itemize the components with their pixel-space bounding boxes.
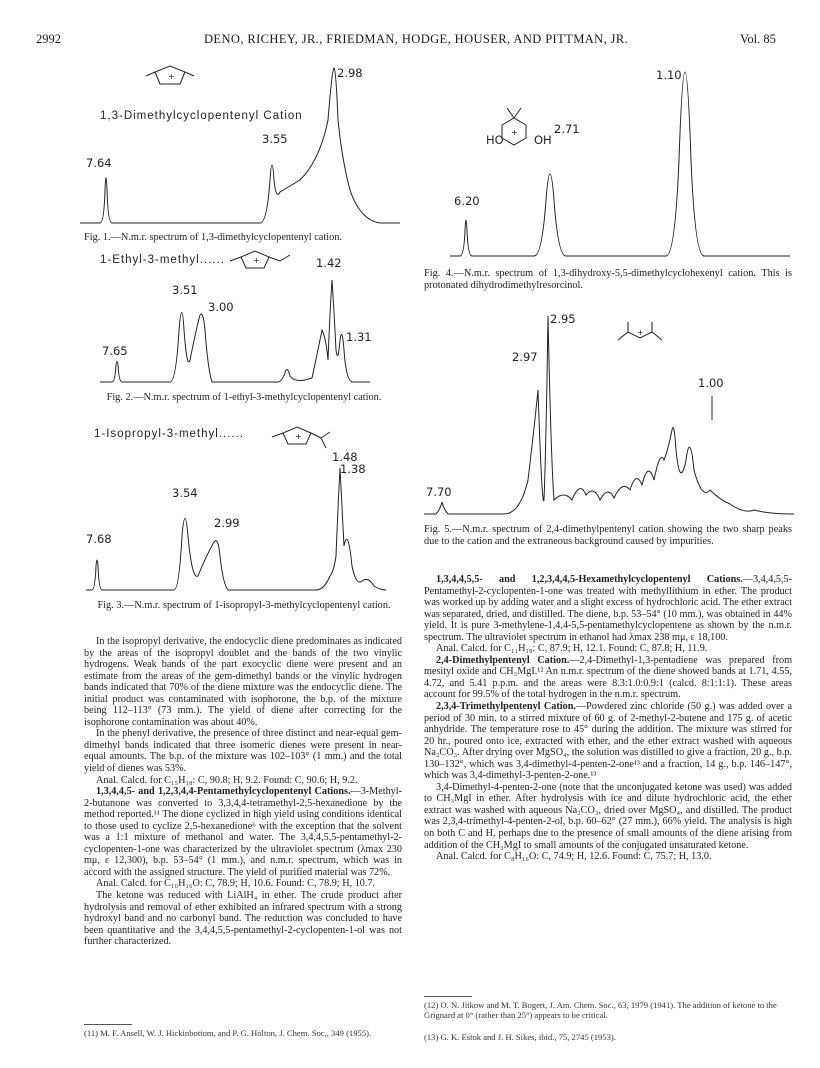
fig3-spectrum xyxy=(86,456,386,596)
fig5-peak-100: 1.00 xyxy=(698,376,724,390)
footnote-11: (11) M. F. Ansell, W. J. Hickinbottom, and P. G. Holton, J. Chem. Soc., 349 (1955). xyxy=(84,1028,372,1038)
svg-text:+: + xyxy=(295,432,302,441)
dimethylpentenyl-body: —2,4-Dimethyl-1,3-pentadiene was prepared from mesityl oxide and CH₃MgI.¹² An n.m.r. spectrum of the diene showed bands at 1.71, 4.55, 4.72, and 5.41 p.p.m. and the areas were 8.3:1.0:0.9:1 (calcd. 8:1:1:1). These areas account for 99.5% of the total hydrogen in the n.m.r. spectrum. xyxy=(424,654,792,701)
hexamethyl-body: —3,4,4,5,5-Pentamethyl-2-cyclopenten-1-one was treated with methyllithium in ether. The product was worked up by adding water and a slight excess of hydrochloric acid. The ether extract was separated, dried, and distilled. The diene, b.p. 53–54° (10 mm.), was obtained in 44% yield. It is pure 3-methylene-1,4,4-5,5-pentamethylcyclopentene as shown by the n.m.r. spectrum. The ultraviolet spectrum in ethanol had λmax 238 mμ, ε 18,100. xyxy=(424,574,792,643)
fig2-caption: Fig. 2.—N.m.r. spectrum of 1-ethyl-3-methylcyclopentenyl cation. xyxy=(106,392,382,403)
fig5-spectrum xyxy=(424,310,794,520)
pentamethyl-anal: Anal. Calcd. for C₁₀H₁₆O: C, 78.9; H, 10.6. Found: C, 78.9; H, 10.7. xyxy=(96,878,376,890)
fig5-peak-295: 2.95 xyxy=(550,312,576,326)
fig5-peak-770: 7.70 xyxy=(426,485,452,499)
fig2-peak-142: 1.42 xyxy=(316,256,342,270)
fig3-structure xyxy=(268,422,338,454)
fig3-peak-768: 7.68 xyxy=(86,532,112,546)
trimethylpentenyl-heading: 2,3,4-Trimethylpentenyl Cation. xyxy=(436,701,576,713)
fig2-peak-765: 7.65 xyxy=(102,344,128,358)
dimethylpentenyl-heading: 2,4-Dimethylpentenyl Cation. xyxy=(436,654,570,666)
fig1-title: 1,3-Dimethylcyclopentenyl Cation xyxy=(100,110,303,122)
fig5-caption: Fig. 5.—N.m.r. spectrum of 2,4-dimethylpentenyl cation showing the two sharp peaks due to the cation and the extraneous background caused by impurities. xyxy=(424,524,792,548)
hexamethyl-paragraph xyxy=(424,574,792,643)
fig4-spectrum xyxy=(450,60,790,260)
hexamethyl-anal: Anal. Calcd. for C₁₁H₁₈: C, 87.9; H, 12.1. Found: C, 87.8; H, 11.9. xyxy=(436,643,708,655)
svg-text:+: + xyxy=(168,72,175,81)
trimethylpentenyl-paragraph xyxy=(424,701,792,782)
svg-text:+: + xyxy=(253,256,260,265)
right-column-text xyxy=(424,574,792,863)
volume-label: Vol. 85 xyxy=(740,32,776,46)
pentamethyl-paragraph xyxy=(84,786,402,878)
left-column-text xyxy=(84,636,402,948)
fig2-peak-300: 3.00 xyxy=(208,300,234,314)
dimethylpentenyl-paragraph xyxy=(424,655,792,701)
phenyl-paragraph: In the phenyl derivative, the presence of three distinct and near-equal gem-dimethyl bands indicated that three isomeric dienes were present in near-equal amounts. The b.p. of the mixture was 102–103° (1 mm.) and the total yield of dienes was 53%. xyxy=(84,728,402,775)
fig4-peak-271: 2.71 xyxy=(554,122,580,136)
svg-text:+: + xyxy=(637,328,644,337)
fig3-peak-299: 2.99 xyxy=(214,516,240,530)
fig1-caption: Fig. 1.—N.m.r. spectrum of 1,3-dimethylcyclopentenyl cation. xyxy=(84,232,342,243)
right-footnote-rule xyxy=(424,996,472,997)
fig3-caption: Fig. 3.—N.m.r. spectrum of 1-isopropyl-3-methylcyclopentenyl cation. xyxy=(97,600,391,611)
left-footnote-rule xyxy=(84,1024,132,1025)
fig3-peak-354: 3.54 xyxy=(172,486,198,500)
fig2-peak-131: 1.31 xyxy=(346,330,372,344)
fig2-peak-351: 3.51 xyxy=(172,283,198,297)
fig1-peak-355: 3.55 xyxy=(262,132,288,146)
trimethylpentenyl-body: —Powdered zinc chloride (50 g.) was added over a period of 30 min. to a stirred mixture of 60 g. of 2-methyl-2-butene and 175 g. of acetic anhydride. The temperature rose to 45° during the addition. The mixture was stirred for 20 hr., poured onto ice, extracted with ether, and the ether extract washed with aqueous Na₂CO₃. After drying over MgSO₄, the solution was distilled to give a fraction, 20 g., b.p. 130–132°, which was 3,4-dimethyl-4-penten-2-one¹³ and a fraction, 14 g., b.p. 146–147°, which was 3,4-dimethyl-3-penten-2-one.¹³ xyxy=(424,701,792,782)
trimethyl-anal: Anal. Calcd. for C₈H₁₆O: C, 74.9; H, 12.6. Found: C, 75.7; H, 13.0. xyxy=(436,851,712,863)
fig2-title: 1-Ethyl-3-methyl...... xyxy=(100,254,225,266)
running-head-authors: DENO, RICHEY, JR., FRIEDMAN, HODGE, HOUSER, AND PITTMAN, JR. xyxy=(204,32,629,46)
fig1-peak-298: 2.98 xyxy=(337,66,363,80)
fig4-peak-620: 6.20 xyxy=(454,194,480,208)
fig4-caption: Fig. 4.—N.m.r. spectrum of 1,3-dihydroxy-5,5-dimethylcyclohexenyl cation. This is protonated dihydrodimethylresorcinol. xyxy=(424,268,792,292)
fig3-peak-138: 1.38 xyxy=(340,462,366,476)
fig1-spectrum xyxy=(80,60,400,230)
fig4-oh-label: OH xyxy=(534,133,552,147)
ketone-reduction-paragraph: The ketone was reduced with LiAlH₄ in ether. The crude product after hydrolysis and removal of ether exhibited an infrared spectrum with a strong hydroxyl band and no carbonyl band. The reduction was concluded to have been quantitative and the 3,4,4,5,5-pentamethyl-2-cyclopenten-1-ol was not further characterized. xyxy=(84,890,402,948)
isopropyl-paragraph: In the isopropyl derivative, the endocyclic diene predominates as indicated by the areas of the isopropyl doublet and the bands of the two vinylic hydrogens. Weak bands of the part exocyclic diene were present and an estimate from the areas of the gem-dimethyl bands or the vinylic hydrogen bands indicated that 70% of the diene mixture was the endocyclic diene. The initial product was contaminated with isophorone, the b.p. of the mixture being 112–113° (73 mm.). The yield of diene after correcting for the isophorone contamination was about 40%. xyxy=(84,636,402,728)
fig1-peak-764: 7.64 xyxy=(86,156,112,170)
page-number: 2992 xyxy=(36,32,61,46)
pentamethyl-heading: 1,3,4,4,5- and 1,2,3,4,4-Pentamethylcyclopentenyl Cations. xyxy=(96,786,351,798)
footnote-13: (13) G. K. Estok and J. H. Sikes, ibid., 75, 2745 (1953). xyxy=(424,1032,616,1042)
fig4-peak-110: 1.10 xyxy=(656,68,682,82)
fig3-peak-148: 1.48 xyxy=(332,450,358,464)
pentamethyl-body: —3-Methyl-2-butanone was converted to 3,3,4,4-tetramethyl-2,5-hexanedione by the method reported.¹¹ The dione cyclized in high yield using conditions identical to those used to cyclize 2,5-hexanedione⁶ with the exception that the solvent was a 1:1 mixture of methanol and water. The 3,4,4,5,5-pentamethyl-2-cyclopenten-1-one was characterized by the ultraviolet spectrum (λmax 230 mμ, ε 12,300), b.p. 53–54° (1 mm.), and n.m.r. spectrum, which was in accord with the assigned structure. The yield of purified material was 72%. xyxy=(84,786,402,878)
footnote-12: (12) O. N. Jitkow and M. T. Bogert, J. Am. Chem. Soc., 63, 1979 (1941). The addition of ketone to the Grignard at 0° (rather than 25°) appears to be critical. xyxy=(424,1000,777,1021)
phenyl-anal: Anal. Calcd. for C₁₅H₁₈: C, 90.8; H, 9.2. Found: C, 90.6; H, 9.2. xyxy=(96,774,358,786)
pentenone-paragraph: 3,4-Dimethyl-4-penten-2-one (note that the unconjugated ketone was used) was added to CH₃MgI in ether. After hydrolysis with ice and dilute hydrochloric acid, the ether extract was washed with aqueous Na₂CO₃, dried over MgSO₄, and distilled. The product was 2,3,4-trimethyl-4-penten-2-ol, b.p. 60–62° (27 mm.), 66% yield. The analysis is high on both C and H, perhaps due to the presence of small amounts of the diene arising from addition of the CH₃MgI to small amounts of the conjugated unsaturated ketone. xyxy=(424,781,792,851)
fig4-ho-label: HO xyxy=(486,133,504,147)
fig2-spectrum xyxy=(100,270,370,390)
fig5-peak-297: 2.97 xyxy=(512,350,538,364)
svg-text:+: + xyxy=(511,128,518,137)
hexamethyl-heading: 1,3,4,4,5,5- and 1,2,3,4,4,5-Hexamethylcyclopentenyl Cations. xyxy=(436,574,743,585)
fig3-title: 1-Isopropyl-3-methyl...... xyxy=(94,428,244,440)
